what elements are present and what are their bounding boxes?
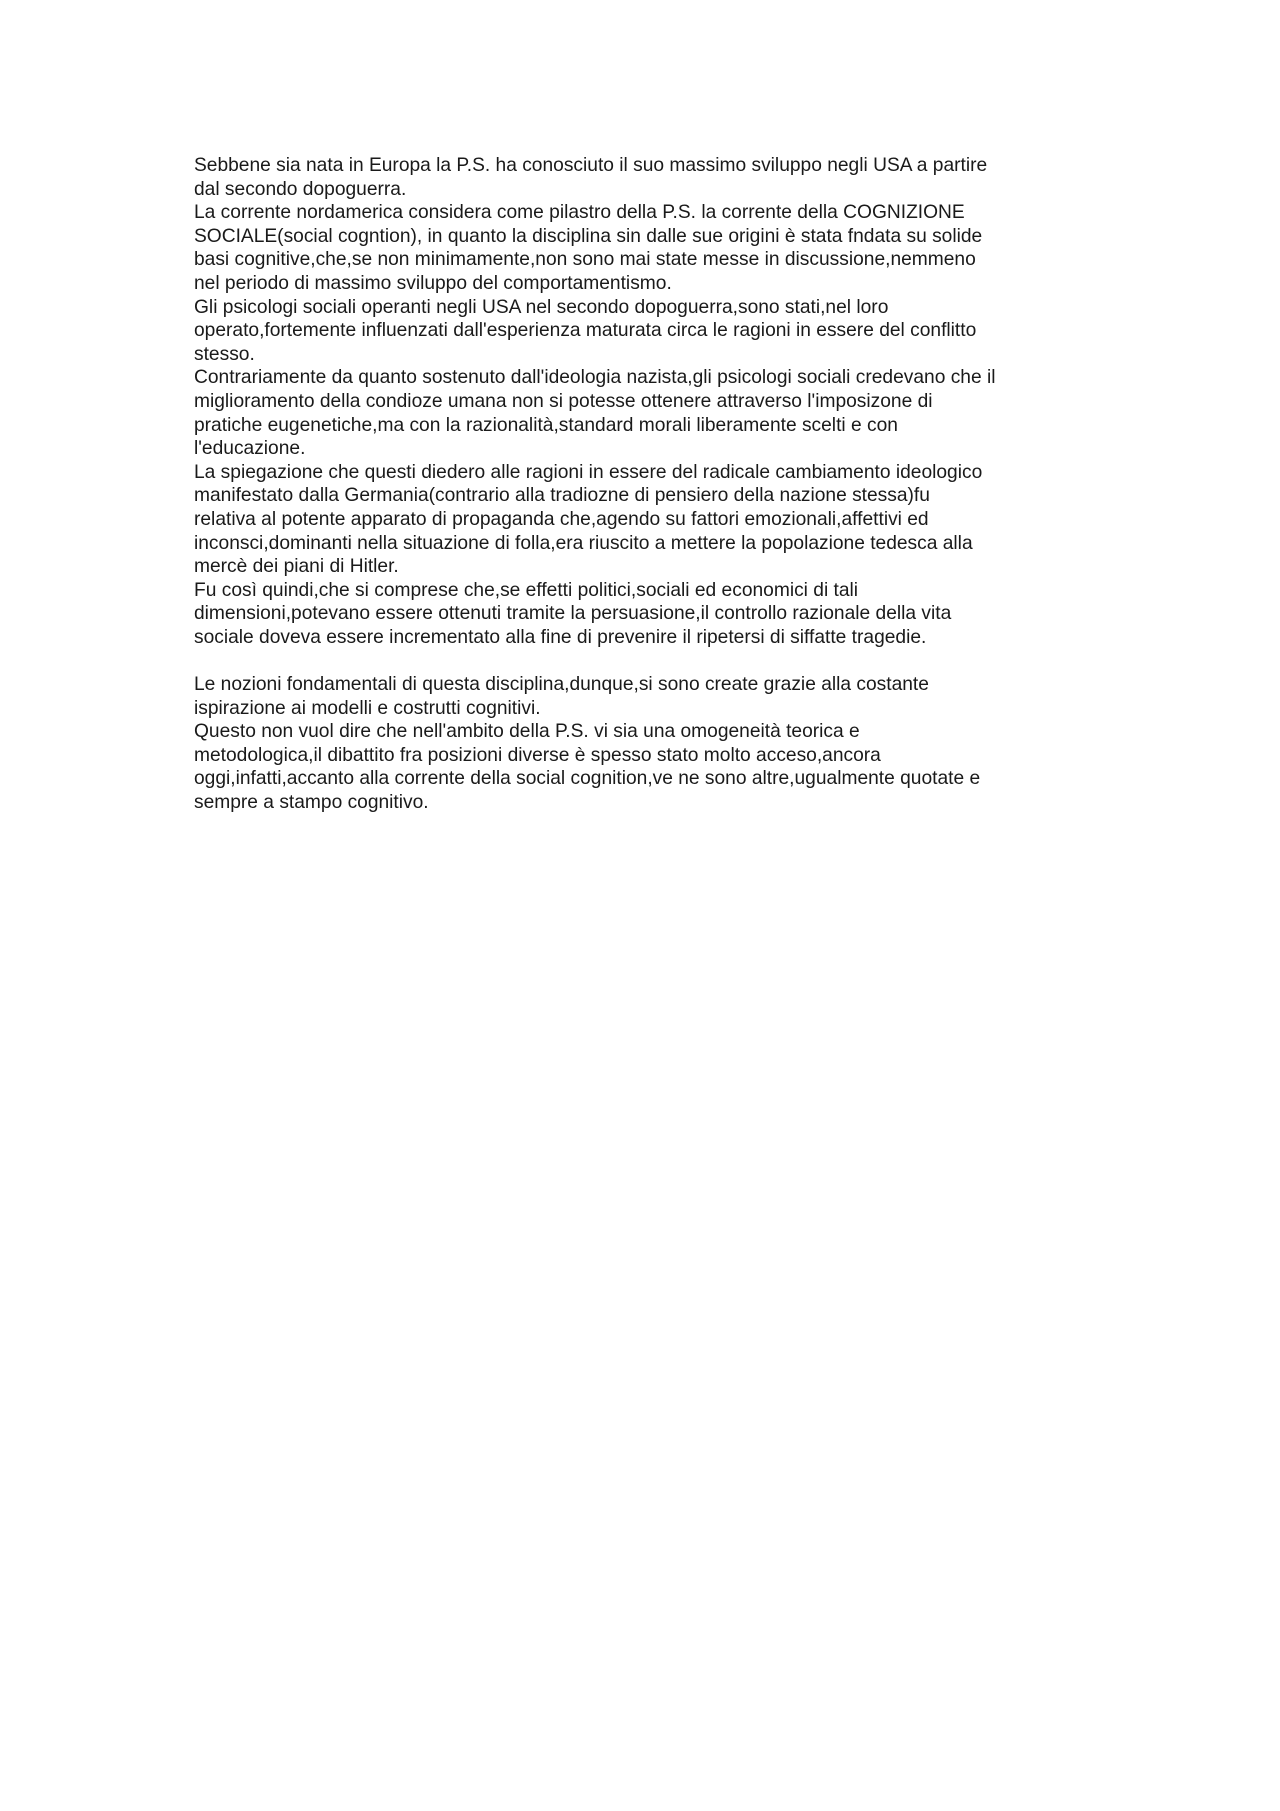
text-line: Le nozioni fondamentali di questa disciplina,dunque,si sono create grazie alla costante bbox=[194, 674, 929, 696]
paragraph-gap bbox=[194, 649, 1114, 673]
text-line: La spiegazione che questi diedero alle ragioni in essere del radicale cambiamento ideologico bbox=[194, 461, 983, 483]
text-line: l'educazione. bbox=[194, 438, 306, 460]
text-line: manifestato dalla Germania(contrario alla tradiozne di pensiero della nazione stessa)fu bbox=[194, 485, 930, 507]
text-line: pratiche eugenetiche,ma con la razionalità,standard morali liberamente scelti e con bbox=[194, 414, 898, 436]
text-line: sempre a stampo cognitivo. bbox=[194, 792, 429, 814]
text-line: relativa al potente apparato di propaganda che,agendo su fattori emozionali,affettivi ed bbox=[194, 508, 929, 530]
text-line: basi cognitive,che,se non minimamente,non sono mai state messe in discussione,nemmeno bbox=[194, 249, 976, 271]
text-line: inconsci,dominanti nella situazione di folla,era riuscito a mettere la popolazione tedesca alla bbox=[194, 532, 973, 554]
text-line: Sebbene sia nata in Europa la P.S. ha conosciuto il suo massimo sviluppo negli USA a partire bbox=[194, 155, 988, 176]
text-line: dimensioni,potevano essere ottenuti tramite la persuasione,il controllo razionale della vita bbox=[194, 603, 952, 625]
text-line: mercè dei piani di Hitler. bbox=[194, 556, 399, 578]
text-line: Fu così quindi,che si comprese che,se effetti politici,sociali ed economici di tali bbox=[194, 579, 859, 601]
text-line: SOCIALE(social cogntion), in quanto la disciplina sin dalle sue origini è stata fndata su solide bbox=[194, 225, 983, 247]
text-line: metodologica,il dibattito fra posizioni diverse è spesso stato molto acceso,ancora bbox=[194, 744, 881, 766]
text-line: ispirazione ai modelli e costrutti cognitivi. bbox=[194, 697, 541, 719]
text-line: miglioramento della condioze umana non si potesse ottenere attraverso l'imposizone di bbox=[194, 390, 933, 412]
text-line: stesso. bbox=[194, 343, 255, 365]
text-line: Gli psicologi sociali operanti negli USA nel secondo dopoguerra,sono stati,nel loro bbox=[194, 296, 889, 318]
text-line: dal secondo dopoguerra. bbox=[194, 178, 407, 200]
document-body bbox=[194, 154, 1114, 815]
text-line: La corrente nordamerica considera come pilastro della P.S. la corrente della COGNIZIONE bbox=[194, 202, 965, 224]
text-line: sociale doveva essere incrementato alla fine di prevenire il ripetersi di siffatte tragedie. bbox=[194, 626, 927, 648]
text-line: Contrariamente da quanto sostenuto dall'ideologia nazista,gli psicologi sociali credevano che il bbox=[194, 367, 996, 389]
text-line: oggi,infatti,accanto alla corrente della social cognition,ve ne sono altre,ugualmente quotate e bbox=[194, 768, 981, 790]
text-line: nel periodo di massimo sviluppo del comportamentismo. bbox=[194, 272, 672, 294]
text-line: Questo non vuol dire che nell'ambito della P.S. vi sia una omogeneità teorica e bbox=[194, 721, 860, 743]
text-line: operato,fortemente influenzati dall'esperienza maturata circa le ragioni in essere del conflitto bbox=[194, 320, 977, 342]
